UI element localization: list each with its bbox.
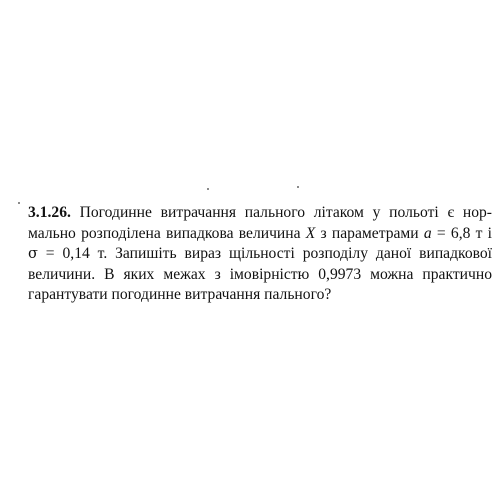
problem-line-4: величини. В яких межах з імовірністю 0,9973 можна практично <box>28 265 492 283</box>
scan-speck <box>207 188 209 190</box>
scan-speck <box>18 202 20 204</box>
problem-line-2-text-c: = 6,8 т і <box>431 224 492 242</box>
parameter-a: a <box>423 224 432 242</box>
problem-line-2-text-a: мально розподілена випадкова величина <box>28 224 306 242</box>
problem-line-3-text: = 0,14 т. Запишіть вираз щільності розподілу даної випадкової <box>37 245 492 263</box>
sigma-symbol: σ <box>28 246 38 263</box>
problem-line-1-text: Погодинне витрачання пального літаком у польоті є нор- <box>70 204 492 221</box>
problem-line-3 <box>28 244 492 265</box>
scan-speck <box>297 186 299 188</box>
problem-line-5: гарантувати погодинне витрачання пального? <box>28 286 332 304</box>
problem-line-2-text-b: з параметрами <box>315 224 424 242</box>
problem-number: 3.1.26. <box>28 204 71 221</box>
random-variable-x: X <box>305 224 316 242</box>
problem-line-1 <box>28 203 492 224</box>
problem-line-2 <box>28 224 492 245</box>
problem-text <box>28 203 492 306</box>
